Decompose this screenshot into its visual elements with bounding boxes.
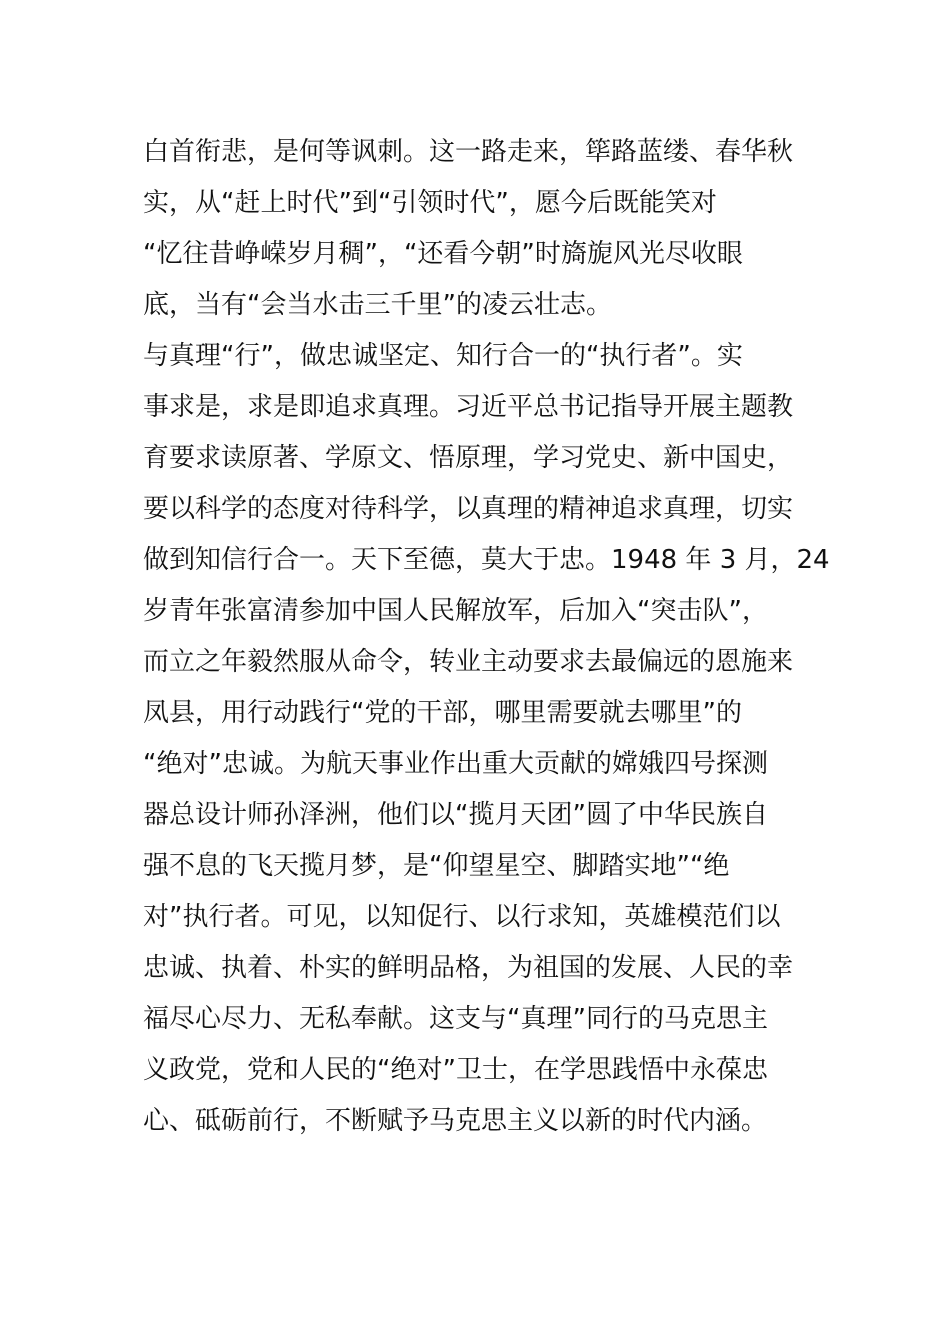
text-line: 育要求读原著、学原文、悟原理，学习党史、新中国史，	[143, 443, 794, 473]
text-line: “绝对”忠诚。为航天事业作出重大贡献的嫦娥四号探测	[143, 749, 768, 779]
text-line: 底，当有“会当水击三千里”的凌云壮志。	[143, 290, 612, 320]
text-line: 做到知信行合一。天下至德，莫大于忠。1948 年 3 月，24	[143, 545, 830, 575]
text-line: 岁青年张富清参加中国人民解放军，后加入“突击队”，	[143, 596, 768, 626]
text-line: 器总设计师孙泽洲，他们以“揽月天团”圆了中华民族自	[143, 800, 768, 830]
text-line: “忆往昔峥嵘岁月稠”，“还看今朝”时旖旎风光尽收眼	[143, 239, 743, 269]
text-line: 白首衔悲，是何等讽刺。这一路走来，筚路蓝缕、春华秋	[143, 137, 794, 167]
text-line: 与真理“行”，做忠诚坚定、知行合一的“执行者”。实	[143, 341, 743, 371]
text-line: 义政党，党和人民的“绝对”卫士，在学思践悟中永葆忠	[143, 1055, 768, 1085]
text-line: 而立之年毅然服从命令，转业主动要求去最偏远的恩施来	[143, 647, 794, 677]
text-line: 对”执行者。可见，以知促行、以行求知，英雄模范们以	[143, 902, 781, 932]
text-line: 实，从“赶上时代”到“引领时代”，愿今后既能笑对	[143, 188, 717, 218]
text-line: 事求是，求是即追求真理。习近平总书记指导开展主题教	[143, 392, 794, 422]
text-line: 强不息的飞天揽月梦，是“仰望星空、脚踏实地”“绝	[143, 851, 730, 881]
paragraph-1	[143, 127, 823, 331]
paragraph-2	[143, 331, 830, 1147]
text-line: 福尽心尽力、无私奉献。这支与“真理”同行的马克思主	[143, 1004, 768, 1034]
text-line: 要以科学的态度对待科学，以真理的精神追求真理，切实	[143, 494, 794, 524]
text-line: 心、砥砺前行，不断赋予马克思主义以新的时代内涵。	[143, 1106, 768, 1136]
text-line: 凤县，用行动践行“党的干部，哪里需要就去哪里”的	[143, 698, 742, 728]
text-line: 忠诚、执着、朴实的鲜明品格，为祖国的发展、人民的幸	[143, 953, 794, 983]
